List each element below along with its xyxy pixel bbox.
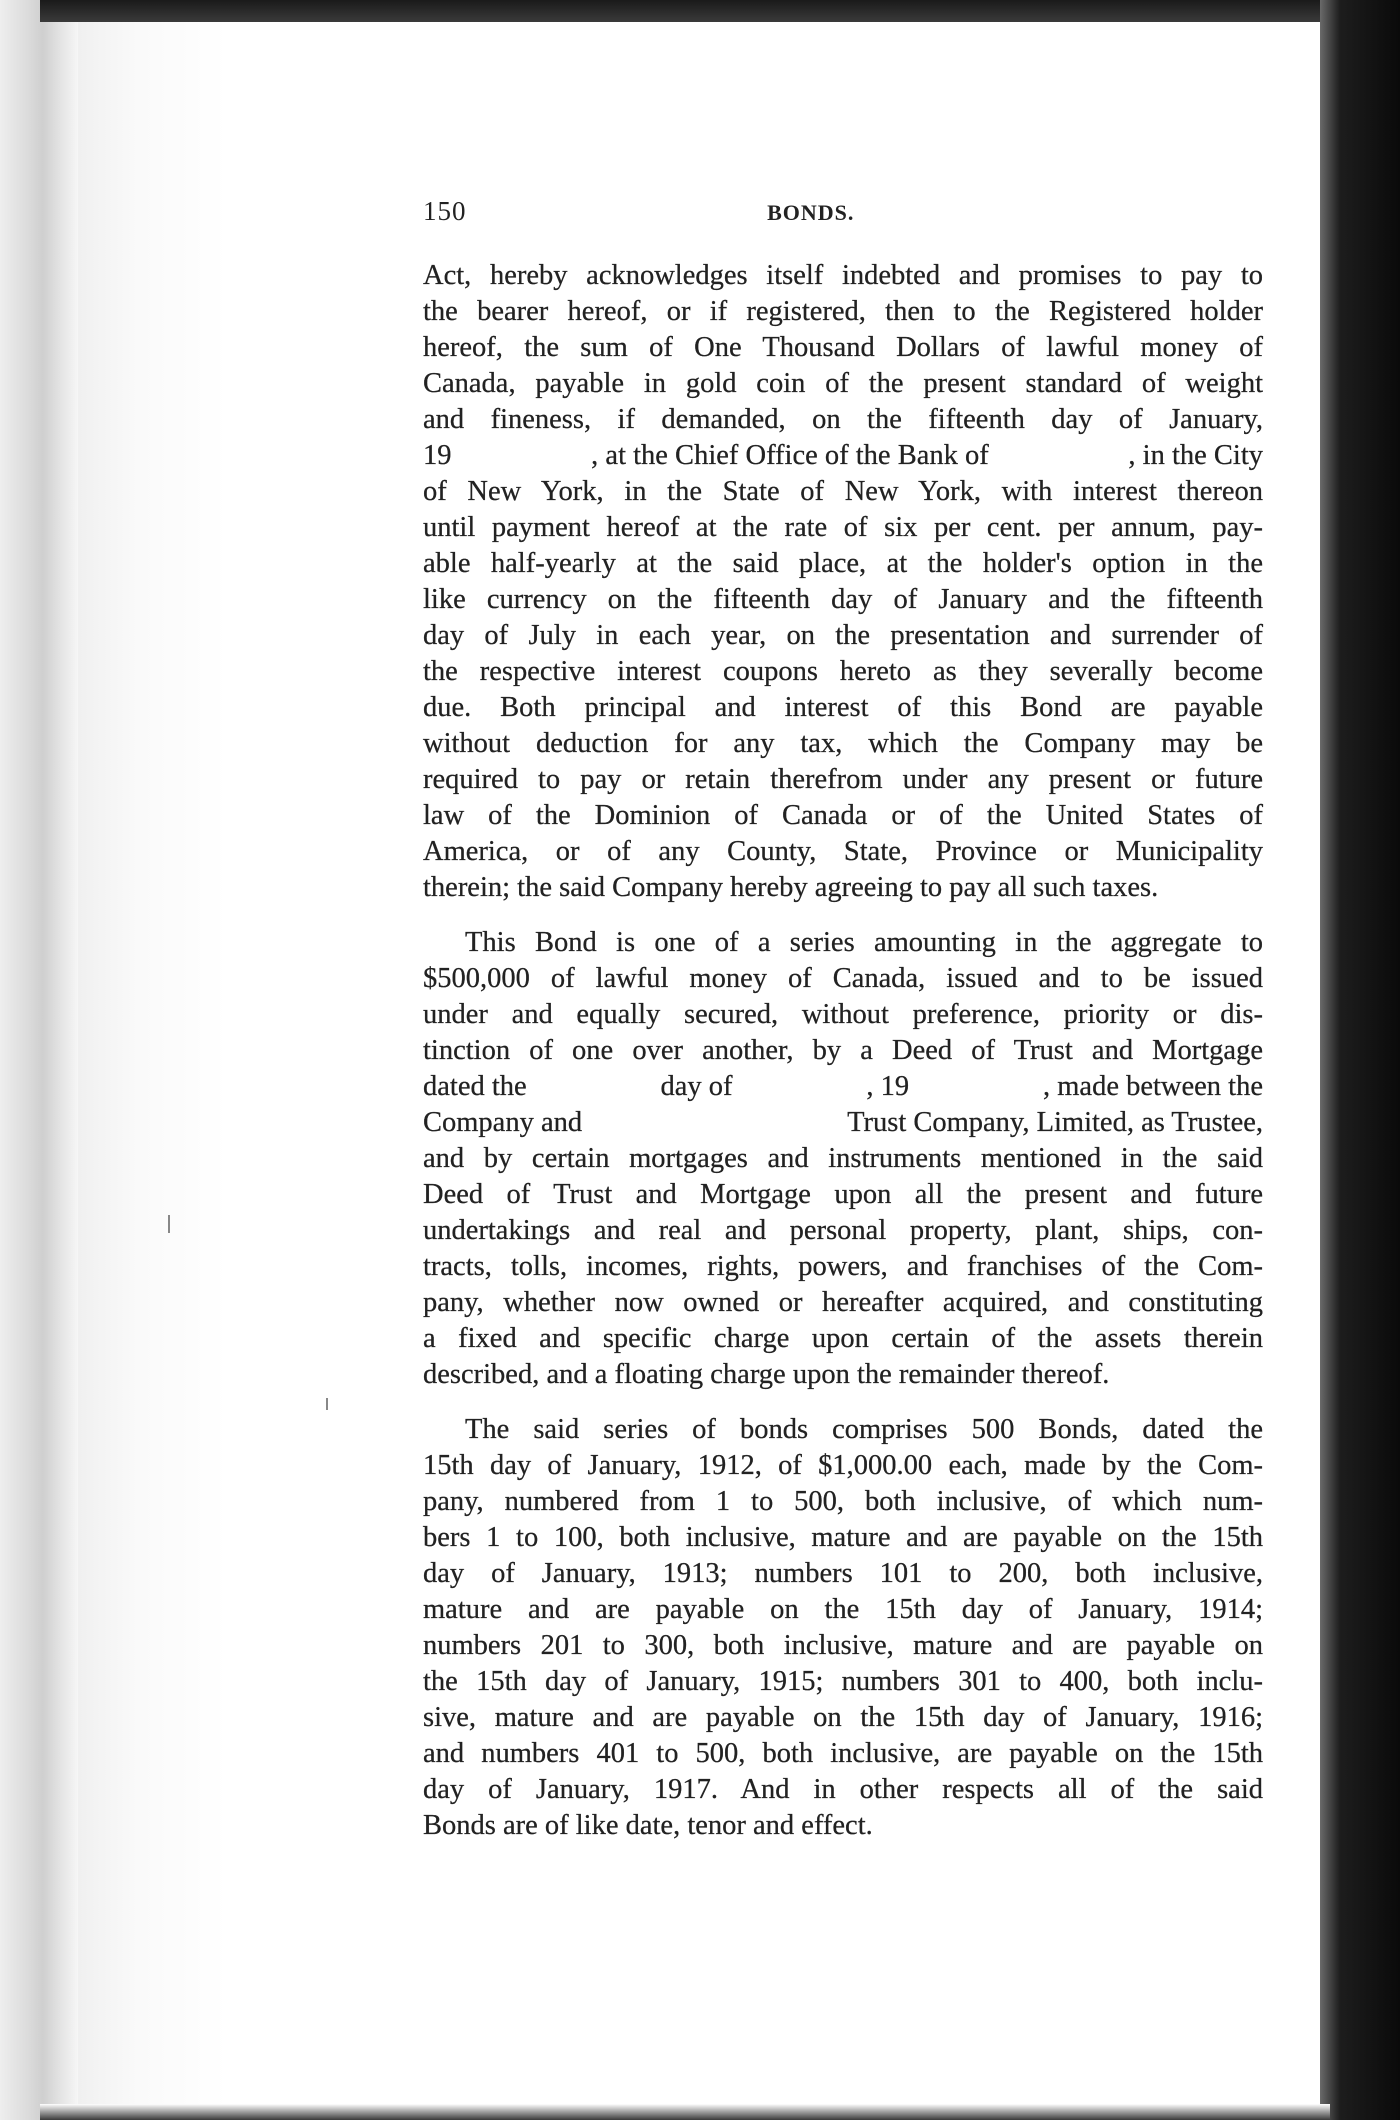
text-segment: , in the City <box>1128 440 1263 471</box>
text-line: Bonds are of like date, tenor and effect. <box>423 1810 873 1841</box>
text-segment: , at the Chief Office of the Bank of <box>591 440 989 471</box>
text-line: therein; the said Company hereby agreeing to pay all such taxes. <box>423 872 1159 903</box>
text-segment: Trust Company, Limited, as Trustee, <box>847 1107 1263 1138</box>
text-line: numbers 201 to 300, both inclusive, mature and are payable on <box>423 1630 1263 1661</box>
text-line: under and equally secured, without preference, priority or dis- <box>423 999 1263 1030</box>
text-line <box>423 1105 1263 1141</box>
paragraph <box>423 1412 1263 1844</box>
text-line: of New York, in the State of New York, with interest thereon <box>423 476 1263 507</box>
text-line <box>423 438 1263 474</box>
paragraph <box>423 925 1263 1393</box>
text-line: tracts, tolls, incomes, rights, powers, and franchises of the Com- <box>423 1251 1263 1282</box>
page-fold <box>78 12 228 2112</box>
text-line: This Bond is one of a series amounting in the aggregate to <box>465 927 1263 958</box>
text-line: a fixed and specific charge upon certain of the assets therein <box>423 1323 1263 1354</box>
bottom-page-edge <box>40 2104 1330 2120</box>
text-line: sive, mature and are payable on the 15th day of January, 1916; <box>423 1702 1263 1733</box>
text-line <box>423 1069 1263 1105</box>
text-line: and by certain mortgages and instruments mentioned in the said <box>423 1143 1263 1174</box>
text-line: day of January, 1917. And in other respects all of the said <box>423 1774 1263 1805</box>
text-line: able half-yearly at the said place, at the holder's option in the <box>423 548 1263 579</box>
running-head <box>423 196 1263 242</box>
text-line: pany, whether now owned or hereafter acquired, and constituting <box>423 1287 1263 1318</box>
text-line: hereof, the sum of One Thousand Dollars of lawful money of <box>423 332 1263 363</box>
text-segment: , 19 <box>866 1071 910 1102</box>
scan-speck <box>326 1398 328 1410</box>
text-line: Canada, payable in gold coin of the present standard of weight <box>423 368 1263 399</box>
body-text <box>423 258 1263 1844</box>
text-segment: Company and <box>423 1107 583 1138</box>
text-line: undertakings and real and personal property, plant, ships, con- <box>423 1215 1263 1246</box>
text-line: law of the Dominion of Canada or of the United States of <box>423 800 1263 831</box>
text-line: the bearer hereof, or if registered, then to the Registered holder <box>423 296 1263 327</box>
text-line: day of July in each year, on the presentation and surrender of <box>423 620 1263 651</box>
text-segment: dated the <box>423 1071 527 1102</box>
top-page-edge <box>40 0 1380 22</box>
text-line: Act, hereby acknowledges itself indebted and promises to pay to <box>423 260 1263 291</box>
text-line: The said series of bonds comprises 500 Bonds, dated the <box>465 1414 1263 1445</box>
text-line: Deed of Trust and Mortgage upon all the present and future <box>423 1179 1263 1210</box>
paragraph <box>423 258 1263 906</box>
right-page-edge <box>1320 0 1400 2120</box>
text-line: like currency on the fifteenth day of January and the fifteenth <box>423 584 1263 615</box>
text-line: required to pay or retain therefrom under any present or future <box>423 764 1263 795</box>
page-number: 150 <box>423 196 467 226</box>
text-line: the respective interest coupons hereto as they severally become <box>423 656 1263 687</box>
text-line: pany, numbered from 1 to 500, both inclusive, of which num- <box>423 1486 1263 1517</box>
text-line: America, or of any County, State, Province or Municipality <box>423 836 1263 867</box>
text-line: bers 1 to 100, both inclusive, mature and are payable on the 15th <box>423 1522 1263 1553</box>
running-title: BONDS. <box>767 200 855 225</box>
text-segment: 19 <box>423 440 452 471</box>
text-line: $500,000 of lawful money of Canada, issued and to be issued <box>423 963 1263 994</box>
page-gutter-shadow <box>0 0 78 2120</box>
text-segment: , made between the <box>1043 1071 1263 1102</box>
text-segment: day of <box>660 1071 733 1102</box>
text-line: without deduction for any tax, which the Company may be <box>423 728 1263 759</box>
text-line: and fineness, if demanded, on the fifteenth day of January, <box>423 404 1263 435</box>
text-line: 15th day of January, 1912, of $1,000.00 each, made by the Com- <box>423 1450 1263 1481</box>
text-line: due. Both principal and interest of this Bond are payable <box>423 692 1263 723</box>
text-line: and numbers 401 to 500, both inclusive, are payable on the 15th <box>423 1738 1263 1769</box>
text-line: mature and are payable on the 15th day of January, 1914; <box>423 1594 1263 1625</box>
text-line: tinction of one over another, by a Deed of Trust and Mortgage <box>423 1035 1263 1066</box>
text-line: described, and a floating charge upon the remainder thereof. <box>423 1359 1110 1390</box>
text-line: day of January, 1913; numbers 101 to 200, both inclusive, <box>423 1558 1263 1589</box>
scan-speck <box>168 1215 170 1233</box>
page-text <box>423 196 1263 1863</box>
text-line: the 15th day of January, 1915; numbers 301 to 400, both inclu- <box>423 1666 1263 1697</box>
text-line: until payment hereof at the rate of six per cent. per annum, pay- <box>423 512 1263 543</box>
